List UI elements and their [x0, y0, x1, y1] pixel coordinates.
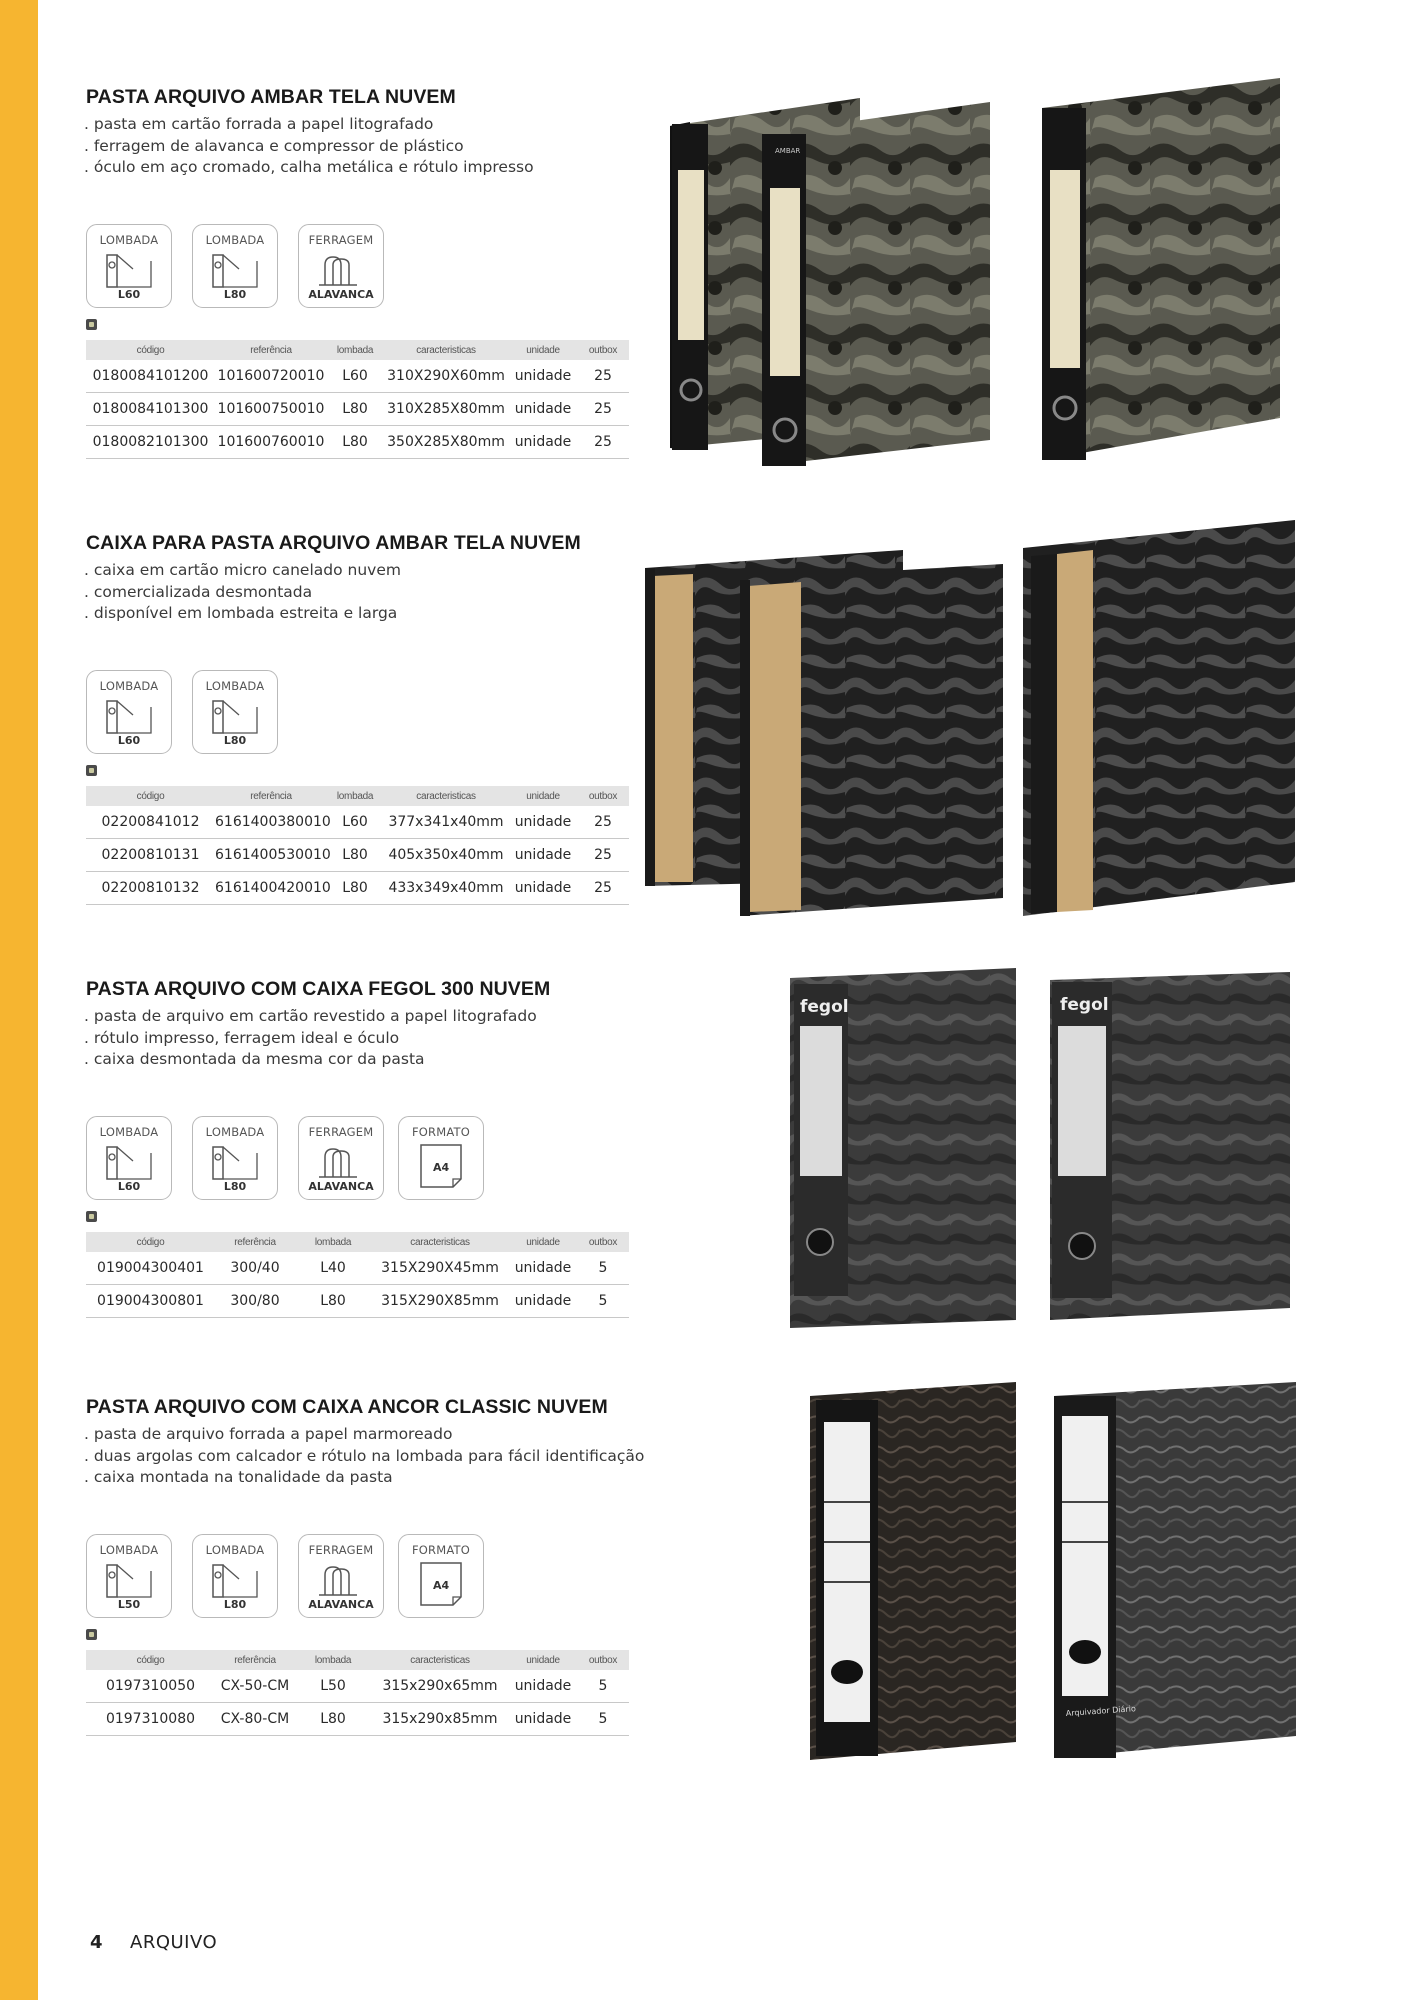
feature-item: . disponível em lombada estreita e larga — [84, 604, 398, 622]
cell: 315x290x65mm — [371, 1670, 509, 1703]
cell: 300/40 — [215, 1252, 295, 1285]
table-row — [86, 1285, 629, 1318]
table-header-row — [86, 340, 629, 360]
cell: L80 — [327, 872, 383, 905]
spine-icon — [103, 251, 157, 291]
lever-arch-icon — [315, 1561, 369, 1601]
badge-value: ALAVANCA — [308, 288, 374, 301]
cell: 6161400530010 — [215, 839, 327, 872]
badge-value: ALAVANCA — [308, 1180, 374, 1193]
table-row — [86, 426, 629, 459]
feature-item: . rótulo impresso, ferragem ideal e óculo — [84, 1028, 400, 1047]
badge-spine — [192, 670, 278, 754]
cell: 019004300801 — [86, 1285, 215, 1318]
badge-spine — [86, 1116, 172, 1200]
table-row — [86, 1670, 629, 1703]
feature-item: . caixa em cartão micro canelado nuvem — [84, 561, 401, 579]
cell: 5 — [577, 1252, 629, 1285]
spec-table — [86, 340, 629, 459]
feature-item: . óculo em aço cromado, calha metálica e rótulo impresso — [84, 158, 534, 176]
cell: 6161400380010 — [215, 806, 327, 839]
badge-spine — [192, 1116, 278, 1200]
spine-icon — [209, 1143, 263, 1183]
cell: 5 — [577, 1703, 629, 1736]
cell: 0197310080 — [86, 1703, 215, 1736]
table-row — [86, 393, 629, 426]
format-value: A4 — [433, 1579, 450, 1592]
badge-spine — [192, 1534, 278, 1618]
cell: 310X285X80mm — [383, 393, 509, 426]
spine-icon — [209, 1561, 263, 1601]
column-header: caracteristicas — [383, 340, 509, 360]
cell: 6161400420010 — [215, 872, 327, 905]
cell: 25 — [577, 872, 629, 905]
barcode-icon — [86, 1211, 97, 1222]
column-header: código — [86, 786, 215, 806]
cell: 0180084101300 — [86, 393, 215, 426]
photo-brand-label: AMBAR — [775, 147, 801, 155]
table-row — [86, 1252, 629, 1285]
spine-icon — [103, 1561, 157, 1601]
feature-item: . pasta de arquivo em cartão revestido a papel litografado — [84, 1007, 537, 1025]
cell: 25 — [577, 806, 629, 839]
a4-format-icon — [415, 1559, 469, 1609]
cell: unidade — [509, 393, 577, 426]
column-header: código — [86, 1650, 215, 1670]
badge-label: LOMBADA — [205, 679, 265, 693]
cell: L80 — [327, 839, 383, 872]
cell: 101600750010 — [215, 393, 327, 426]
cell: 25 — [577, 839, 629, 872]
cell: 405x350x40mm — [383, 839, 509, 872]
column-header: unidade — [509, 786, 577, 806]
photo-brand-label: fegol — [800, 997, 849, 1017]
badge-spine — [192, 224, 278, 308]
feature-item: . duas argolas com calcador e rótulo na lombada para fácil identificação — [84, 1446, 645, 1465]
accent-sidebar — [0, 0, 38, 2000]
column-header: referência — [215, 1232, 295, 1252]
badge-spine — [86, 670, 172, 754]
cell: 300/80 — [215, 1285, 295, 1318]
cell: L80 — [327, 426, 383, 459]
cell: unidade — [509, 1670, 577, 1703]
badge-label: FERRAGEM — [308, 1543, 374, 1557]
cell: 02200810131 — [86, 839, 215, 872]
product-photo-ancor — [810, 1382, 1300, 1762]
column-header: referência — [215, 786, 327, 806]
cell: 433x349x40mm — [383, 872, 509, 905]
column-header: caracteristicas — [371, 1232, 509, 1252]
cell: unidade — [509, 360, 577, 393]
a4-format-icon — [415, 1141, 469, 1191]
lever-arch-icon — [315, 1143, 369, 1183]
product-title: PASTA ARQUIVO COM CAIXA ANCOR CLASSIC NUVEM — [86, 1396, 608, 1418]
barcode-icon — [86, 1629, 97, 1640]
spine-icon — [103, 697, 157, 737]
cell: 101600760010 — [215, 426, 327, 459]
badge-label: LOMBADA — [99, 233, 159, 247]
cell: 315x290x85mm — [371, 1703, 509, 1736]
badge-hardware — [298, 1534, 384, 1618]
column-header: outbox — [577, 340, 629, 360]
badge-value: L80 — [223, 288, 247, 301]
badge-label: LOMBADA — [99, 1543, 159, 1557]
cell: CX-80-CM — [215, 1703, 295, 1736]
column-header: lombada — [327, 786, 383, 806]
feature-item: . ferragem de alavanca e compressor de plástico — [84, 136, 464, 155]
badge-value: L60 — [117, 288, 141, 301]
cell: 0180082101300 — [86, 426, 215, 459]
table-row — [86, 839, 629, 872]
feature-item: . comercializada desmontada — [84, 582, 313, 601]
badge-label: LOMBADA — [205, 1125, 265, 1139]
cell: 019004300401 — [86, 1252, 215, 1285]
column-header: outbox — [577, 1650, 629, 1670]
product-photo-boxes — [645, 520, 1295, 920]
cell: 350X285X80mm — [383, 426, 509, 459]
badge-value: L80 — [223, 1598, 247, 1611]
cell: L50 — [295, 1670, 371, 1703]
spine-icon — [209, 251, 263, 291]
cell: L40 — [295, 1252, 371, 1285]
cell: 315X290X85mm — [371, 1285, 509, 1318]
cell: 0180084101200 — [86, 360, 215, 393]
table-header-row — [86, 1650, 629, 1670]
table-header-row — [86, 786, 629, 806]
table-row — [86, 360, 629, 393]
cell: unidade — [509, 1703, 577, 1736]
cell: unidade — [509, 1285, 577, 1318]
cell: 02200810132 — [86, 872, 215, 905]
feature-item: . caixa montada na tonalidade da pasta — [84, 1468, 393, 1486]
page-number: 4 — [90, 1932, 103, 1953]
table-header-row — [86, 1232, 629, 1252]
badge-value: L60 — [117, 734, 141, 747]
cell: unidade — [509, 872, 577, 905]
spec-table — [86, 786, 629, 905]
column-header: outbox — [577, 786, 629, 806]
column-header: código — [86, 340, 215, 360]
cell: unidade — [509, 426, 577, 459]
column-header: código — [86, 1232, 215, 1252]
cell: L80 — [295, 1703, 371, 1736]
badge-format — [398, 1116, 484, 1200]
cell: 5 — [577, 1670, 629, 1703]
column-header: unidade — [509, 340, 577, 360]
table-row — [86, 872, 629, 905]
badge-label: LOMBADA — [99, 679, 159, 693]
badge-spine — [86, 1534, 172, 1618]
cell: CX-50-CM — [215, 1670, 295, 1703]
column-header: lombada — [295, 1232, 371, 1252]
feature-list — [84, 560, 401, 625]
product-title: PASTA ARQUIVO COM CAIXA FEGOL 300 NUVEM — [86, 978, 551, 1000]
cell: 315X290X45mm — [371, 1252, 509, 1285]
spine-icon — [209, 697, 263, 737]
badge-value: L80 — [223, 1180, 247, 1193]
product-title: CAIXA PARA PASTA ARQUIVO AMBAR TELA NUVEM — [86, 532, 581, 554]
badge-hardware — [298, 224, 384, 308]
feature-list — [84, 1424, 644, 1489]
badge-hardware — [298, 1116, 384, 1200]
feature-item: . caixa desmontada da mesma cor da pasta — [84, 1050, 425, 1068]
cell: 101600720010 — [215, 360, 327, 393]
column-header: caracteristicas — [371, 1650, 509, 1670]
column-header: lombada — [327, 340, 383, 360]
badge-value: L80 — [223, 734, 247, 747]
badge-label: FORMATO — [411, 1543, 471, 1557]
spec-table — [86, 1650, 629, 1736]
column-header: referência — [215, 1650, 295, 1670]
table-row — [86, 806, 629, 839]
barcode-icon — [86, 319, 97, 330]
cell: L80 — [295, 1285, 371, 1318]
cell: 25 — [577, 393, 629, 426]
cell: unidade — [509, 839, 577, 872]
column-header: caracteristicas — [383, 786, 509, 806]
badge-label: FERRAGEM — [308, 233, 374, 247]
table-row — [86, 1703, 629, 1736]
column-header: unidade — [509, 1650, 577, 1670]
cell: 02200841012 — [86, 806, 215, 839]
badge-value: ALAVANCA — [308, 1598, 374, 1611]
spec-table — [86, 1232, 629, 1318]
cell: L60 — [327, 806, 383, 839]
cell: 377x341x40mm — [383, 806, 509, 839]
cell: 0197310050 — [86, 1670, 215, 1703]
cell: 25 — [577, 360, 629, 393]
badge-value: L50 — [117, 1598, 141, 1611]
cell: L60 — [327, 360, 383, 393]
photo-brand-label: fegol — [1060, 995, 1109, 1015]
column-header: outbox — [577, 1232, 629, 1252]
photo-brand-label: Arquivador Diário — [1065, 1704, 1137, 1718]
spine-icon — [103, 1143, 157, 1183]
badge-label: LOMBADA — [205, 233, 265, 247]
cell: unidade — [509, 1252, 577, 1285]
badge-label: FERRAGEM — [308, 1125, 374, 1139]
badge-label: LOMBADA — [99, 1125, 159, 1139]
cell: 25 — [577, 426, 629, 459]
badge-label: FORMATO — [411, 1125, 471, 1139]
product-photo-fegol — [790, 968, 1296, 1328]
feature-list — [84, 114, 534, 179]
cell: unidade — [509, 806, 577, 839]
format-value: A4 — [433, 1161, 450, 1174]
cell: 5 — [577, 1285, 629, 1318]
column-header: lombada — [295, 1650, 371, 1670]
cell: L80 — [327, 393, 383, 426]
column-header: unidade — [509, 1232, 577, 1252]
badge-format — [398, 1534, 484, 1618]
column-header: referência — [215, 340, 327, 360]
badge-value: L60 — [117, 1180, 141, 1193]
cell: 310X290X60mm — [383, 360, 509, 393]
lever-arch-icon — [315, 251, 369, 291]
feature-item: . pasta de arquivo forrada a papel marmoreado — [84, 1425, 453, 1443]
feature-list — [84, 1006, 537, 1071]
section-label: ARQUIVO — [130, 1932, 218, 1953]
badge-spine — [86, 224, 172, 308]
feature-item: . pasta em cartão forrada a papel litografado — [84, 115, 434, 133]
badge-label: LOMBADA — [205, 1543, 265, 1557]
product-photo-binders — [670, 78, 1310, 470]
barcode-icon — [86, 765, 97, 776]
product-title: PASTA ARQUIVO AMBAR TELA NUVEM — [86, 86, 456, 108]
